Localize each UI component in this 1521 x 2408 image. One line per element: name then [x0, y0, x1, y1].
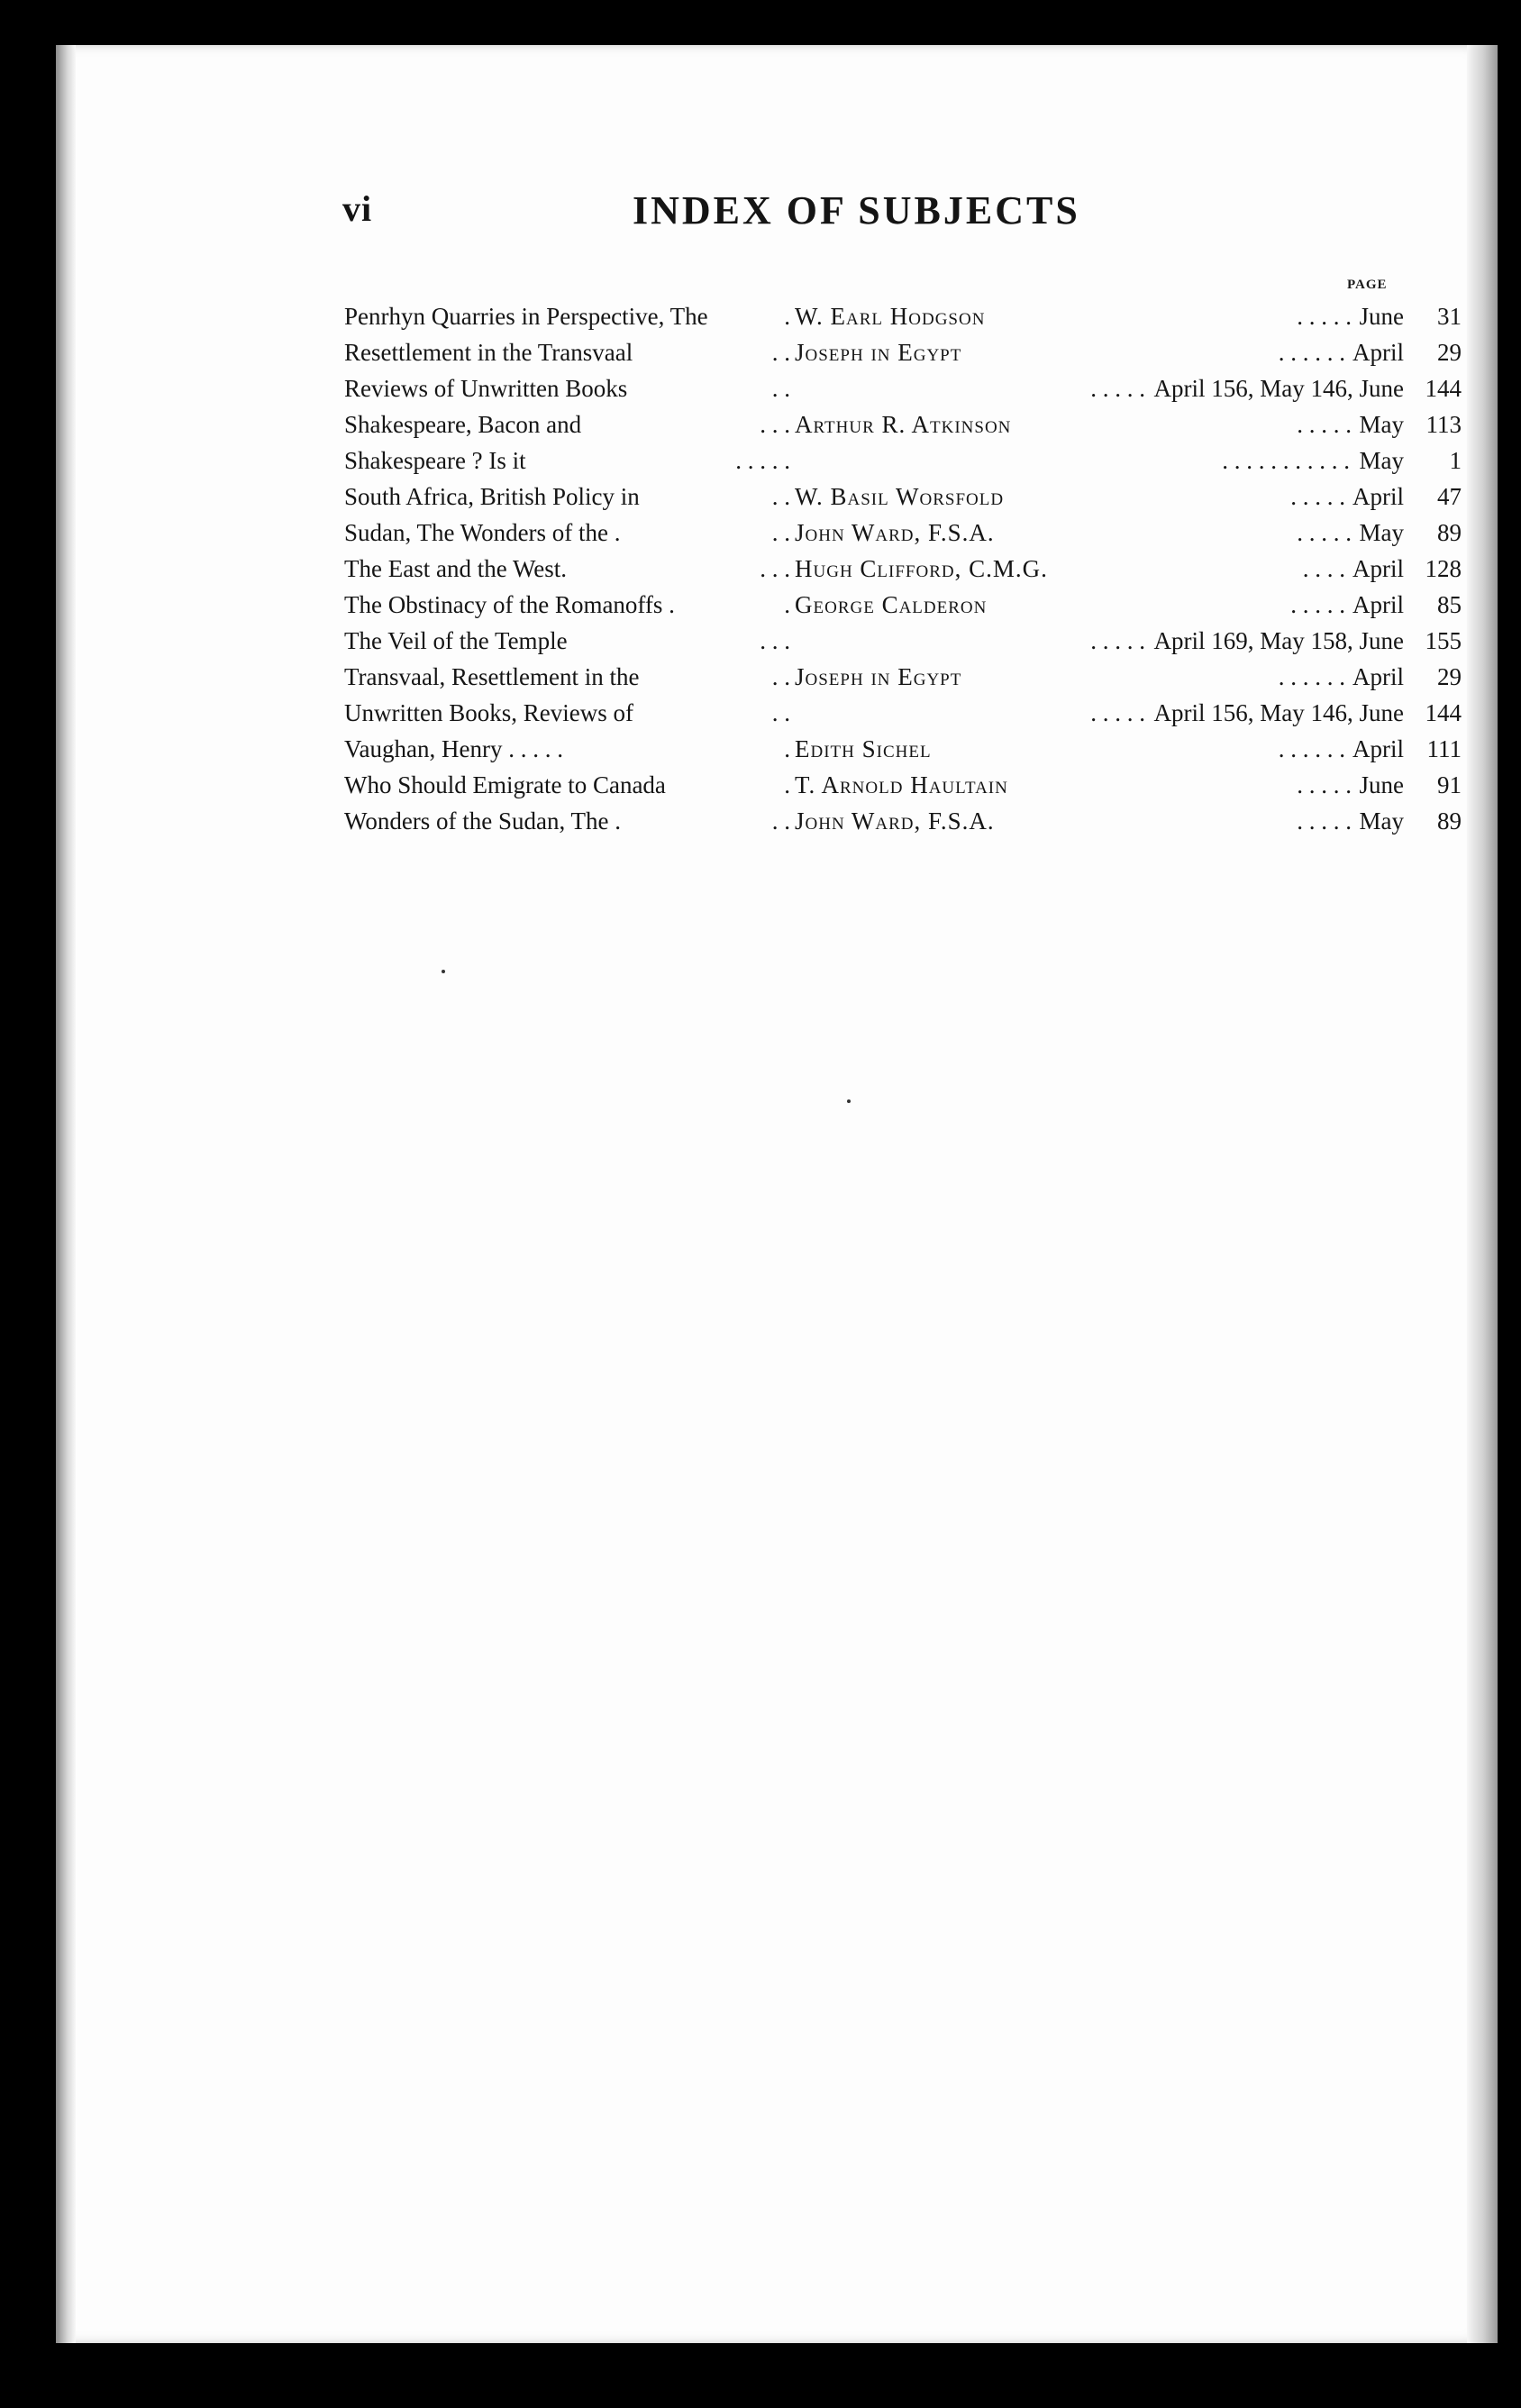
index-row [344, 591, 1462, 627]
issue-month: April [1353, 555, 1404, 582]
index-subject: The Veil of the Temple [344, 627, 568, 654]
issue-month: May [1359, 807, 1404, 835]
index-author: Hugh Clifford, C.M.G. [795, 555, 1048, 582]
author-leaders: . . . . . . [1278, 663, 1345, 690]
index-table [344, 303, 1462, 844]
subject-leaders: . . [771, 339, 790, 366]
index-row [344, 735, 1462, 771]
subject-leaders: . . . [760, 411, 790, 438]
index-row [344, 483, 1462, 519]
subject-leaders: . . [771, 483, 790, 510]
subject-leaders: . . [771, 663, 790, 690]
author-leaders: . . . . . [1090, 375, 1145, 402]
index-subject: Transvaal, Resettlement in the [344, 663, 640, 690]
index-subject: Vaughan, Henry . . . . . [344, 735, 563, 762]
index-author: Joseph in Egypt [795, 663, 962, 690]
index-author: Edith Sichel [795, 735, 932, 762]
author-leaders: . . . . . [1297, 807, 1352, 835]
index-subject: Shakespeare, Bacon and [344, 411, 582, 438]
subject-leaders: . [784, 303, 790, 330]
page-column-label: PAGE [1347, 278, 1388, 292]
author-leaders: . . . . [1302, 555, 1345, 582]
subject-leaders: . . . . . [735, 447, 790, 474]
speck [442, 970, 445, 973]
subject-leaders: . [784, 591, 790, 618]
issue-month: April [1353, 339, 1404, 366]
page-number: 47 [1437, 483, 1462, 510]
author-leaders: . . . . . [1297, 303, 1352, 330]
index-author: T. Arnold Haultain [795, 771, 1008, 798]
issue-month: May [1359, 519, 1404, 546]
index-author: John Ward, F.S.A. [795, 807, 995, 835]
page-right-edge [1467, 45, 1498, 2343]
page-number: 113 [1425, 411, 1462, 438]
index-subject: Who Should Emigrate to Canada [344, 771, 666, 798]
index-row [344, 303, 1462, 339]
issue-month: April [1353, 483, 1404, 510]
index-author: George Calderon [795, 591, 988, 618]
issue-month: May [1359, 411, 1404, 438]
subject-leaders: . . [771, 519, 790, 546]
index-subject: Unwritten Books, Reviews of [344, 699, 633, 726]
index-subject: Penrhyn Quarries in Perspective, The [344, 303, 708, 330]
index-author: Joseph in Egypt [795, 339, 962, 366]
author-leaders: . . . . . [1090, 699, 1145, 726]
issue-month: June [1359, 771, 1404, 798]
author-leaders: . . . . . [1090, 627, 1145, 654]
page-number: 31 [1437, 303, 1462, 330]
index-subject: Resettlement in the Transvaal [344, 339, 633, 366]
speck [847, 1099, 851, 1103]
issue-month: April [1353, 591, 1404, 618]
page-number: 29 [1437, 339, 1462, 366]
subject-leaders: . . [771, 807, 790, 835]
issue-month: April 156, May 146, June [1153, 699, 1404, 726]
page-number: 89 [1437, 807, 1462, 835]
index-author: Arthur R. Atkinson [795, 411, 1012, 438]
subject-leaders: . [784, 735, 790, 762]
subject-leaders: . . . [760, 627, 790, 654]
page-title: INDEX OF SUBJECTS [633, 188, 1080, 233]
page-number: 29 [1437, 663, 1462, 690]
index-author: John Ward, F.S.A. [795, 519, 995, 546]
page-number: 89 [1437, 519, 1462, 546]
author-leaders: . . . . . . . . . . . [1222, 447, 1350, 474]
issue-month: June [1359, 303, 1404, 330]
index-row [344, 375, 1462, 411]
page-number: 91 [1437, 771, 1462, 798]
index-subject: The Obstinacy of the Romanoffs . [344, 591, 675, 618]
index-row [344, 663, 1462, 699]
subject-leaders: . [784, 771, 790, 798]
page-folio: vi [342, 188, 373, 229]
page-number: 155 [1425, 627, 1462, 654]
index-subject: Sudan, The Wonders of the . [344, 519, 621, 546]
issue-month: April 169, May 158, June [1153, 627, 1404, 654]
index-row [344, 555, 1462, 591]
index-row [344, 699, 1462, 735]
author-leaders: . . . . . [1290, 483, 1345, 510]
index-subject: Shakespeare ? Is it [344, 447, 526, 474]
index-row [344, 447, 1462, 483]
author-leaders: . . . . . [1290, 591, 1345, 618]
page-left-edge [56, 45, 76, 2343]
index-subject: Reviews of Unwritten Books [344, 375, 628, 402]
subject-leaders: . . . [760, 555, 790, 582]
issue-month: May [1359, 447, 1404, 474]
index-row [344, 519, 1462, 555]
page-number: 111 [1426, 735, 1462, 762]
page-number: 128 [1425, 555, 1462, 582]
page-number: 144 [1425, 699, 1462, 726]
subject-leaders: . . [771, 699, 790, 726]
index-author: W. Basil Worsfold [795, 483, 1005, 510]
index-row [344, 627, 1462, 663]
index-subject: The East and the West. [344, 555, 568, 582]
index-subject: Wonders of the Sudan, The . [344, 807, 622, 835]
book-page [56, 45, 1498, 2343]
author-leaders: . . . . . [1297, 519, 1352, 546]
index-subject: South Africa, British Policy in [344, 483, 640, 510]
author-leaders: . . . . . . [1278, 735, 1345, 762]
page-number: 1 [1449, 447, 1462, 474]
issue-month: April 156, May 146, June [1153, 375, 1404, 402]
index-row [344, 771, 1462, 807]
issue-month: April [1353, 735, 1404, 762]
page-number: 144 [1425, 375, 1462, 402]
index-row [344, 807, 1462, 844]
author-leaders: . . . . . [1297, 411, 1352, 438]
index-author: W. Earl Hodgson [795, 303, 986, 330]
page-number: 85 [1437, 591, 1462, 618]
index-row [344, 339, 1462, 375]
index-row [344, 411, 1462, 447]
issue-month: April [1353, 663, 1404, 690]
subject-leaders: . . [771, 375, 790, 402]
author-leaders: . . . . . [1297, 771, 1352, 798]
author-leaders: . . . . . . [1278, 339, 1345, 366]
